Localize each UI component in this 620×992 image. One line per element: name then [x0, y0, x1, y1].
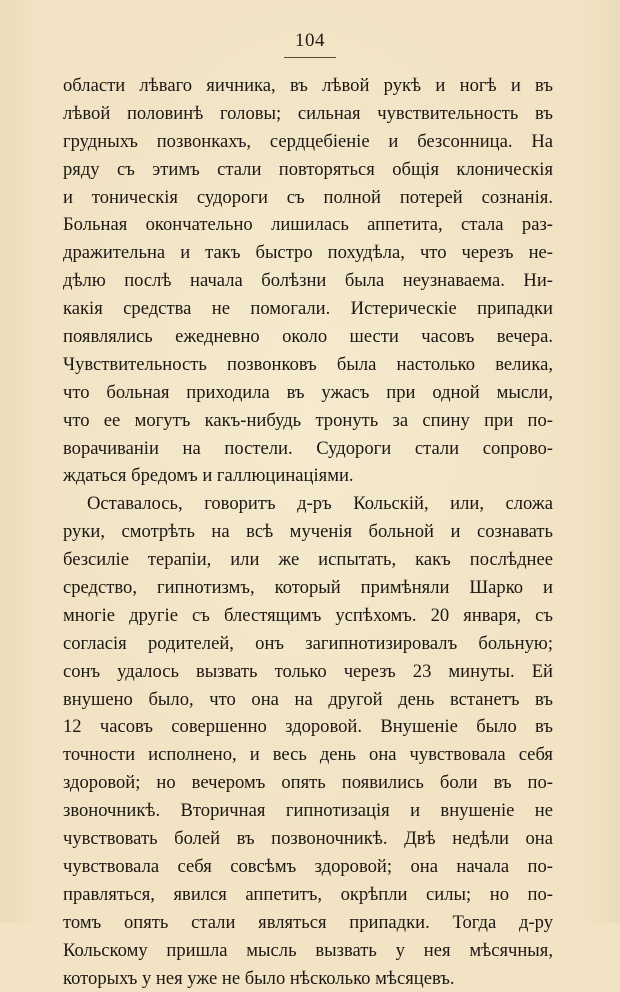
- text-line: Больная окончательно лишилась аппетита, стала раз-: [63, 211, 553, 239]
- text-line: ряду съ этимъ стали повторяться общія клоническія: [63, 156, 553, 184]
- text-line: руки, смотрѣть на всѣ мученія больной и сознавать: [63, 518, 553, 546]
- text-line: ворачиваніи на постели. Судороги стали сопрово-: [63, 435, 553, 463]
- text-line: Оставалось, говоритъ д-ръ Кольскій, или, сложа: [63, 490, 553, 518]
- text-line: чувствовать болей въ позвоночникѣ. Двѣ недѣли она: [63, 825, 553, 853]
- text-line: Чувствительность позвонковъ была настолько велика,: [63, 351, 553, 379]
- text-line: согласія родителей, онъ загипнотизировалъ больную;: [63, 630, 553, 658]
- text-line: точности исполнено, и весь день она чувствовала себя: [63, 741, 553, 769]
- text-line: звоночникѣ. Вторичная гипнотизація и внушеніе не: [63, 797, 553, 825]
- text-line: средство, гипнотизмъ, который примѣняли Шарко и: [63, 574, 553, 602]
- text-line: ждаться бредомъ и галлюцинаціями.: [63, 462, 553, 490]
- text-line: внушено было, что она на другой день встанетъ въ: [63, 686, 553, 714]
- text-line: томъ опять стали являться припадки. Тогда д-ру: [63, 909, 553, 937]
- text-line: лѣвой половинѣ головы; сильная чувствительность въ: [63, 100, 553, 128]
- text-line: грудныхъ позвонкахъ, сердцебіеніе и безсонница. На: [63, 128, 553, 156]
- text-line: которыхъ у нея уже не было нѣсколько мѣсяцевъ.: [63, 965, 553, 992]
- text-line: области лѣваго яичника, въ лѣвой рукѣ и ногѣ и въ: [63, 72, 553, 100]
- text-line: появлялись ежедневно около шести часовъ вечера.: [63, 323, 553, 351]
- text-line: безсиліе терапіи, или же испытать, какъ послѣднее: [63, 546, 553, 574]
- text-line: и тоническія судороги съ полной потерей сознанія.: [63, 184, 553, 212]
- text-line: многіе другіе съ блестящимъ успѣхомъ. 20 января, съ: [63, 602, 553, 630]
- page-number: 104: [0, 30, 620, 52]
- body-text: [63, 72, 553, 992]
- text-line: дражительна и такъ быстро похудѣла, что черезъ не-: [63, 239, 553, 267]
- text-line: правляться, явился аппетитъ, окрѣпли силы; но по-: [63, 881, 553, 909]
- paragraph-2: [63, 490, 553, 992]
- text-line: чувствовала себя совсѣмъ здоровой; она начала по-: [63, 853, 553, 881]
- text-line: Кольскому пришла мысль вызвать у нея мѣсячныя,: [63, 937, 553, 965]
- text-line: здоровой; но вечеромъ опять появились боли въ по-: [63, 769, 553, 797]
- text-line: дѣлю послѣ начала болѣзни была неузнаваема. Ни-: [63, 267, 553, 295]
- text-line: 12 часовъ совершенно здоровой. Внушеніе было въ: [63, 713, 553, 741]
- text-line: какія средства не помогали. Истерическіе припадки: [63, 295, 553, 323]
- text-line: что ее могутъ какъ-нибудь тронуть за спину при по-: [63, 407, 553, 435]
- text-line: сонъ удалось вызвать только черезъ 23 минуты. Ей: [63, 658, 553, 686]
- page-number-rule: [284, 57, 336, 58]
- paragraph-1: [63, 72, 553, 490]
- text-line: что больная приходила въ ужасъ при одной мысли,: [63, 379, 553, 407]
